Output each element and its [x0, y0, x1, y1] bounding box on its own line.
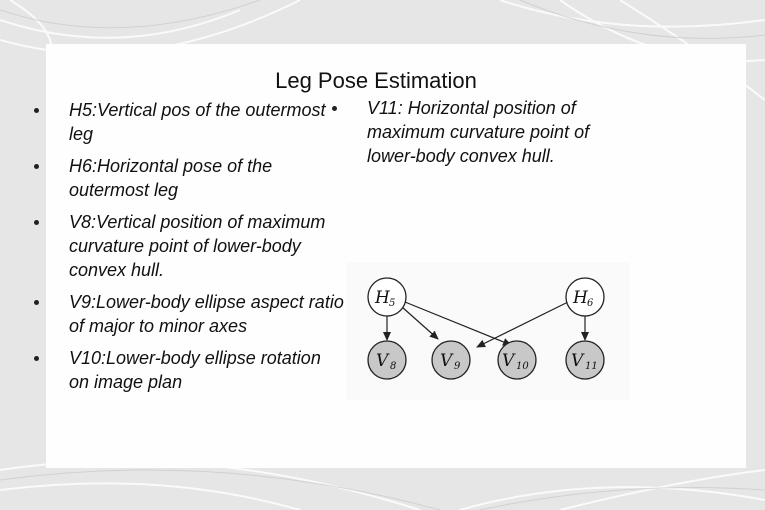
bullet-text: H5:Vertical pos of the outermost leg: [69, 100, 326, 144]
bullet-item: [34, 290, 344, 338]
node-h5-letter: H: [375, 288, 390, 308]
slide-title: Leg Pose Estimation: [275, 68, 477, 93]
bullet-text: V11: Horizontal position of maximum curvature point of lower-body convex hull.: [367, 98, 590, 166]
node-v9-sub: 9: [454, 361, 461, 372]
node-h5-sub: 5: [389, 298, 396, 309]
node-v8-sub: 8: [390, 361, 397, 372]
bullet-item: [34, 98, 344, 146]
node-v10-letter: V: [502, 351, 515, 371]
node-v11: [566, 341, 604, 379]
bullet-text: H6:Horizontal pose of the outermost leg: [69, 156, 273, 200]
bullet-dot-icon: [34, 108, 39, 113]
bullet-text: V8:Vertical position of maximum curvature point of lower-body convex hull.: [69, 212, 326, 280]
edge-h5-v9: [402, 307, 438, 339]
node-v8: [368, 341, 406, 379]
node-v9: [432, 341, 470, 379]
bayesian-network-diagram: [346, 262, 630, 400]
bullet-dot-icon: [34, 220, 39, 225]
node-v9-letter: V: [440, 351, 453, 371]
node-h6-sub: 6: [587, 298, 594, 309]
left-bullet-list: [34, 98, 344, 402]
bullet-text: V10:Lower-body ellipse rotation on image plan: [69, 348, 321, 392]
bullet-item: [332, 96, 632, 168]
bullet-dot-icon: [34, 164, 39, 169]
node-v11-letter: V: [571, 351, 584, 371]
bullet-item: [34, 154, 344, 202]
node-h5: [368, 278, 406, 316]
node-v8-letter: V: [376, 351, 389, 371]
bullet-item: [34, 346, 344, 394]
bullet-dot-icon: [332, 106, 337, 111]
node-v10: [498, 341, 536, 379]
node-h6-letter: H: [573, 288, 588, 308]
right-bullet-list: [332, 96, 632, 168]
edge-h6-v9: [477, 302, 568, 347]
node-h6: [566, 278, 604, 316]
bullet-dot-icon: [34, 356, 39, 361]
bullet-item: [34, 210, 344, 282]
bullet-dot-icon: [34, 300, 39, 305]
node-v11-sub: 11: [585, 361, 598, 372]
bullet-text: V9:Lower-body ellipse aspect ratio of major to minor axes: [69, 292, 344, 336]
node-v10-sub: 10: [516, 361, 529, 372]
